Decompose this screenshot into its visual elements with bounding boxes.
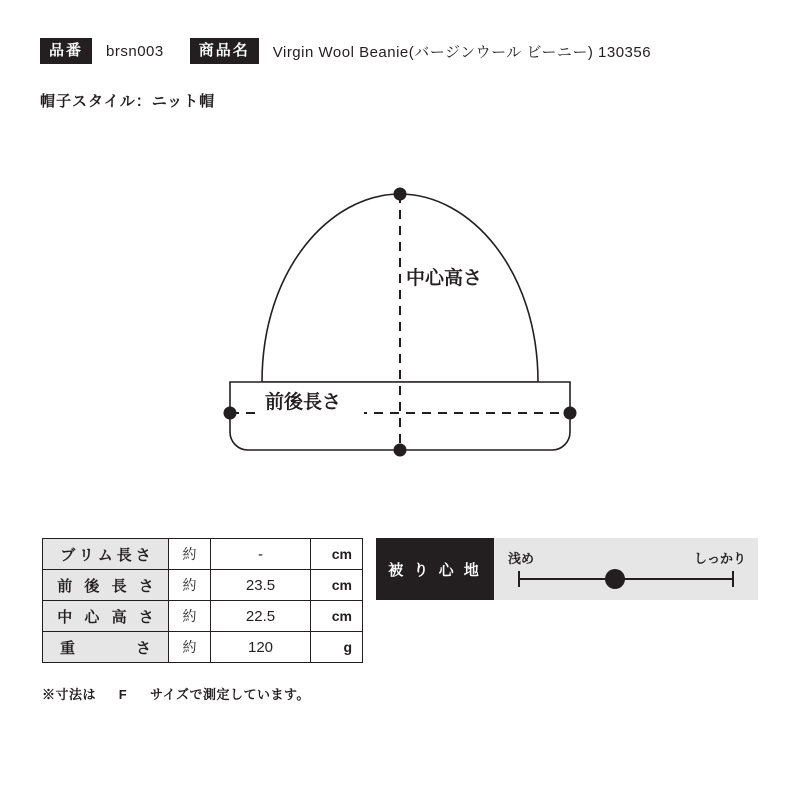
fit-gauge <box>376 538 758 600</box>
note-size: F <box>118 687 128 702</box>
row-approx: 約 <box>169 601 211 632</box>
row-label: ブリム長さ <box>43 539 169 570</box>
fit-gauge-label: 被 り 心 地 <box>376 538 494 600</box>
row-unit: g <box>311 632 363 663</box>
table-row <box>43 632 363 663</box>
note-suffix: サイズで測定しています。 <box>150 687 310 702</box>
measurement-note <box>42 684 310 703</box>
fit-gauge-body <box>494 538 758 600</box>
row-unit: cm <box>311 539 363 570</box>
row-label: 重 さ <box>43 632 169 663</box>
hat-style-line: 帽子スタイル：ニット帽 <box>40 93 216 110</box>
row-approx: 約 <box>169 570 211 601</box>
fit-left-label: 浅め <box>508 551 535 566</box>
fit-marker-dot <box>605 569 625 589</box>
product-name-label: 商品名 <box>190 38 259 64</box>
row-approx: 約 <box>169 539 211 570</box>
point-left <box>224 407 237 420</box>
row-unit: cm <box>311 570 363 601</box>
row-value: 120 <box>211 632 311 663</box>
beanie-diagram <box>200 150 620 510</box>
product-name-value: Virgin Wool Beanie(バージンウール ビーニー) 130356 <box>272 43 652 61</box>
table-row <box>43 570 363 601</box>
row-unit: cm <box>311 601 363 632</box>
front-back-label: 前後長さ <box>265 392 342 413</box>
row-value: - <box>211 539 311 570</box>
row-value: 22.5 <box>211 601 311 632</box>
fit-tick-left <box>518 571 520 587</box>
fit-scale-track <box>518 578 734 580</box>
sku-label: 品番 <box>40 38 92 64</box>
row-label: 中 心 高 さ <box>43 601 169 632</box>
measurement-table <box>42 538 363 663</box>
sku-value: brsn003 <box>106 42 164 60</box>
point-top <box>394 188 407 201</box>
center-height-label: 中心高さ <box>406 268 483 289</box>
table-row <box>43 601 363 632</box>
point-bottom <box>394 444 407 457</box>
fit-right-label: しっかり <box>693 551 746 566</box>
row-label: 前 後 長 さ <box>43 570 169 601</box>
table-row <box>43 539 363 570</box>
row-approx: 約 <box>169 632 211 663</box>
product-header <box>40 36 760 66</box>
row-value: 23.5 <box>211 570 311 601</box>
note-prefix: ※寸法は <box>42 687 97 702</box>
point-right <box>564 407 577 420</box>
fit-tick-right <box>732 571 734 587</box>
